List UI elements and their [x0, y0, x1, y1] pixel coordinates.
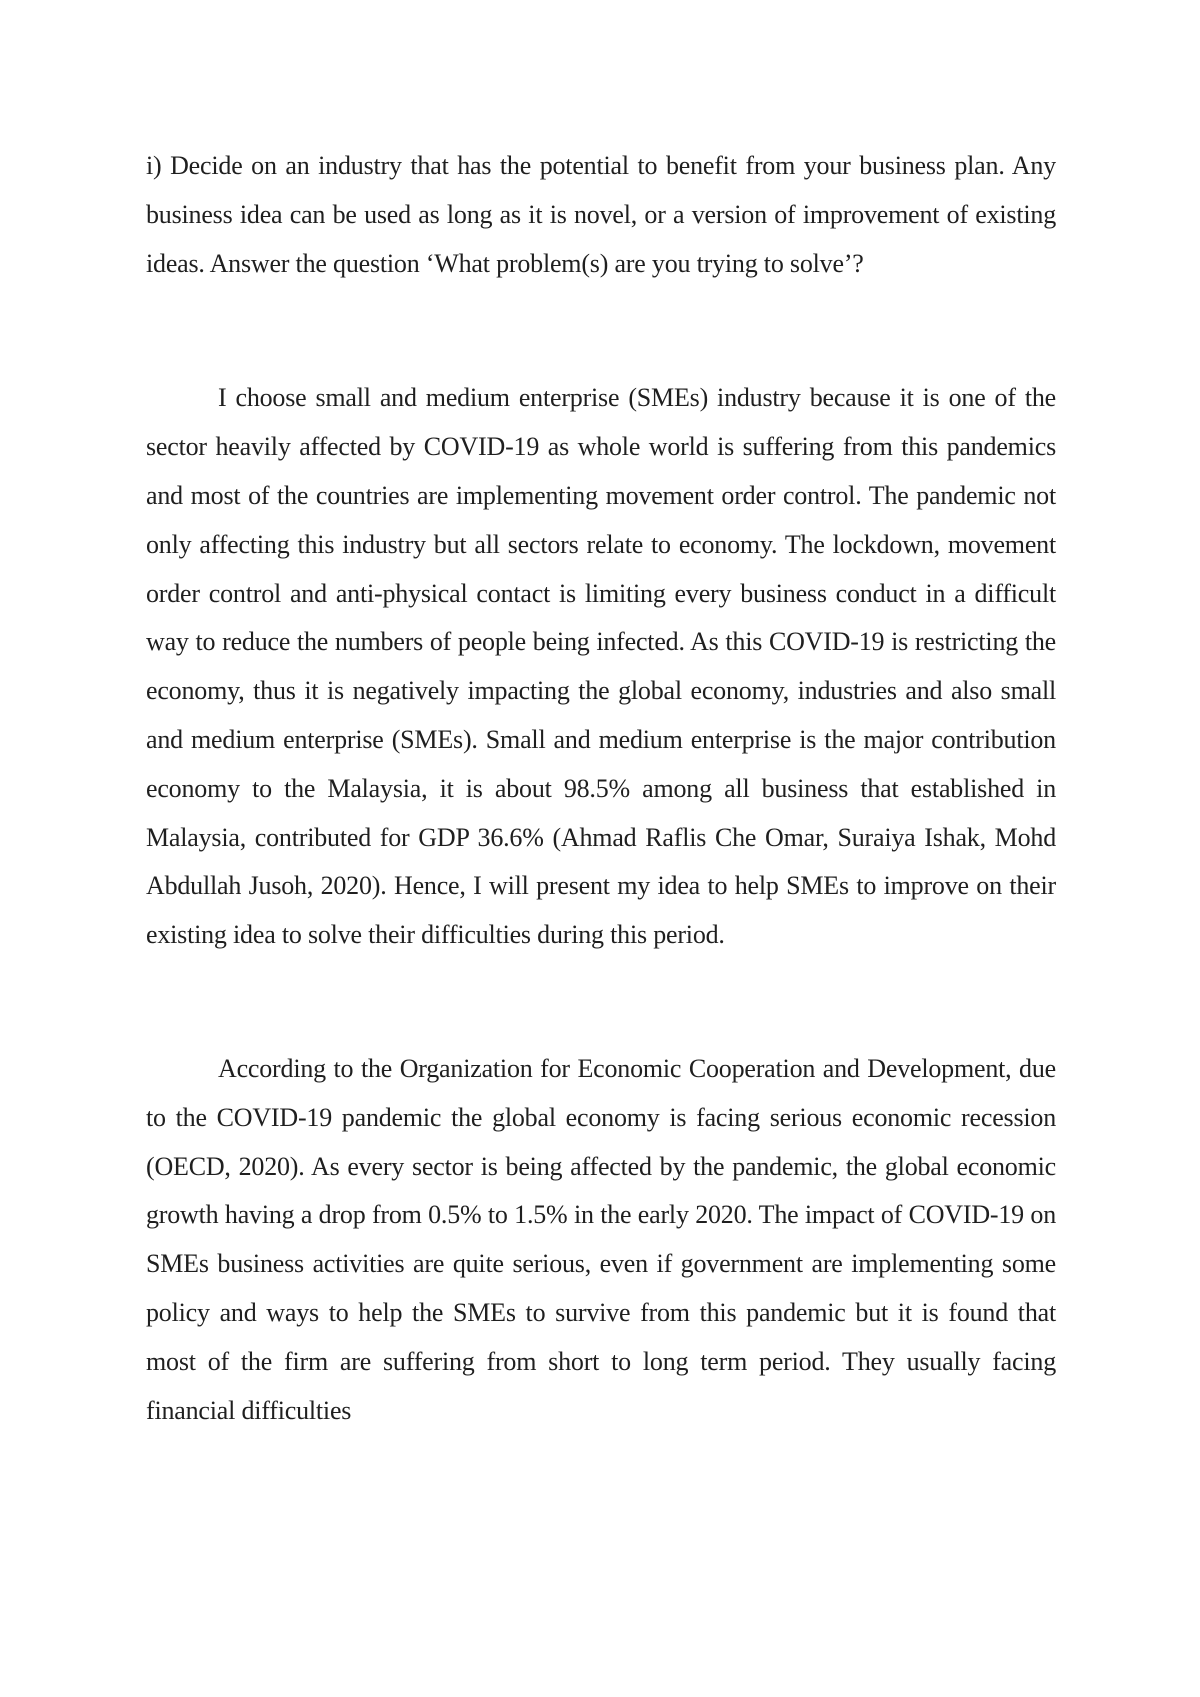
paragraph-oecd-impact: According to the Organization for Economic Cooperation and Development, due to the COVID-19 pandemic the global economy is facing serious economic recession (OECD, 2020). As every sector is being affected by the pandemic, the global economic growth having a drop from 0.5% to 1.5% in the early 2020. The impact of COVID-19 on SMEs business activities are quite serious, even if government are implementing some policy and ways to help the SMEs to survive from this pandemic but it is found that most of the firm are suffering from short to long term period. They usually facing financial difficulties: [146, 1053, 1056, 1425]
assignment-question: i) Decide on an industry that has the potential to benefit from your business plan. Any business idea can be used as long as it is novel, or a version of improvement of existing ideas. Answer the question ‘What problem(s) are you trying to solve’?: [146, 151, 1056, 278]
paragraph-sme-industry: I choose small and medium enterprise (SMEs) industry because it is one of the sector heavily affected by COVID-19 as whole world is suffering from this pandemics and most of the countries are implementing movement order control. The pandemic not only affecting this industry but all sectors relate to economy. The lockdown, movement order control and anti-physical contact is limiting every business conduct in a difficult way to reduce the numbers of people being infected. As this COVID-19 is restricting the economy, thus it is negatively impacting the global economy, industries and also small and medium enterprise (SMEs). Small and medium enterprise is the major contribution economy to the Malaysia, it is about 98.5% among all business that established in Malaysia, contributed for GDP 36.6% (Ahmad Raflis Che Omar, Suraiya Ishak, Mohd Abdullah Jusoh, 2020). Hence, I will present my idea to help SMEs to improve on their existing idea to solve their difficulties during this period.: [146, 383, 1056, 950]
document-body: [146, 142, 1056, 1435]
